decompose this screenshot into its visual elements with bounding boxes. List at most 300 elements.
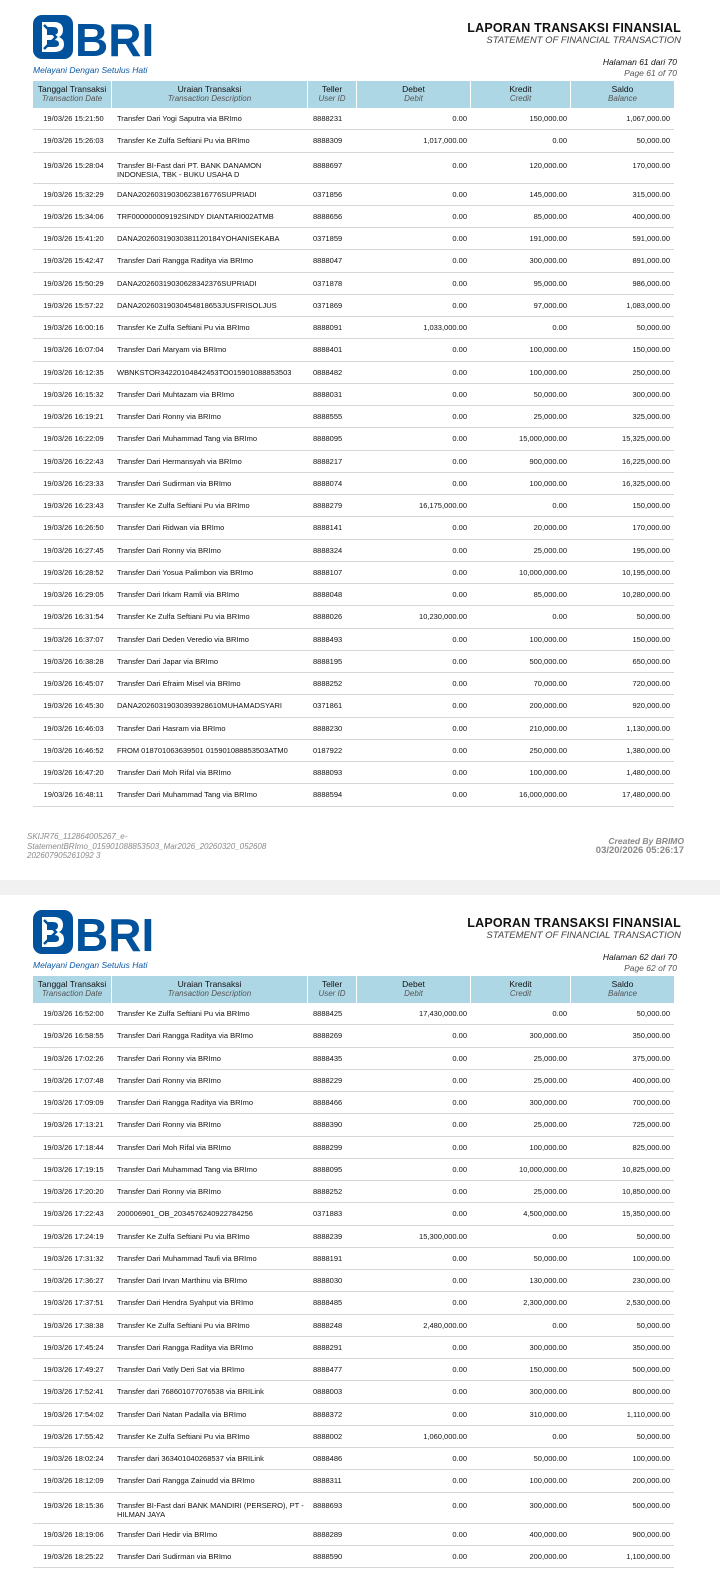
cell-balance: 650,000.00 bbox=[632, 656, 670, 666]
cell-debit: 0.00 bbox=[452, 1365, 467, 1375]
cell-description: DANA20260319030623816776SUPRIADI bbox=[117, 189, 257, 199]
cell-date: 19/03/26 17:22:43 bbox=[43, 1209, 104, 1219]
cell-date: 19/03/26 15:28:04 bbox=[43, 160, 104, 170]
cell-teller: 8888229 bbox=[313, 1075, 343, 1085]
transaction-table bbox=[33, 976, 674, 1568]
cell-credit: 20,000.00 bbox=[533, 523, 567, 533]
cell-credit: 310,000.00 bbox=[529, 1409, 567, 1419]
cell-teller: 8888466 bbox=[313, 1098, 343, 1108]
cell-description: Transfer Dari Rangga Zainudd via BRImo bbox=[117, 1476, 255, 1486]
table-row bbox=[33, 339, 674, 361]
cell-balance: 375,000.00 bbox=[632, 1053, 670, 1063]
table-row bbox=[33, 1337, 674, 1359]
cell-description: TRF000000009192SINDY DIANTARI002ATMB bbox=[117, 211, 274, 221]
table-row bbox=[33, 1404, 674, 1426]
cell-date: 19/03/26 18:25:22 bbox=[43, 1551, 104, 1561]
cell-date: 19/03/26 17:19:15 bbox=[43, 1164, 104, 1174]
col-debit: Debet Debit bbox=[357, 976, 471, 1003]
cell-debit: 0.00 bbox=[452, 478, 467, 488]
table-header bbox=[33, 81, 674, 108]
cell-balance: 150,000.00 bbox=[632, 501, 670, 511]
cell-description: Transfer Dari Hendra Syahput via BRImo bbox=[117, 1298, 254, 1308]
table-row bbox=[33, 1426, 674, 1448]
cell-balance: 10,825,000.00 bbox=[622, 1164, 670, 1174]
cell-teller: 8888477 bbox=[313, 1365, 343, 1375]
cell-teller: 8888697 bbox=[313, 160, 343, 170]
table-row bbox=[33, 184, 674, 206]
cell-date: 19/03/26 16:45:30 bbox=[43, 701, 104, 711]
cell-description: FROM 018701063639501 015901088853503ATM0 bbox=[117, 745, 288, 755]
table-row bbox=[33, 1524, 674, 1546]
cell-teller: 8888425 bbox=[313, 1009, 343, 1019]
cell-balance: 1,083,000.00 bbox=[626, 300, 670, 310]
cell-description: Transfer Dari Deden Veredio via BRImo bbox=[117, 634, 249, 644]
cell-date: 19/03/26 15:34:06 bbox=[43, 211, 104, 221]
cell-credit: 97,000.00 bbox=[533, 300, 567, 310]
document-title: LAPORAN TRANSAKSI FINANSIAL bbox=[467, 916, 681, 930]
table-row bbox=[33, 153, 674, 184]
cell-date: 19/03/26 16:19:21 bbox=[43, 412, 104, 422]
table-row bbox=[33, 1092, 674, 1114]
cell-credit: 50,000.00 bbox=[533, 1454, 567, 1464]
cell-debit: 0.00 bbox=[452, 1409, 467, 1419]
cell-description: Transfer Dari Muhammad Taufi via BRImo bbox=[117, 1253, 257, 1263]
cell-description: WBNKSTOR34220104842453TO015901088853503 bbox=[117, 367, 292, 377]
table-row bbox=[33, 295, 674, 317]
table-row bbox=[33, 606, 674, 628]
table-row bbox=[33, 473, 674, 495]
cell-date: 19/03/26 15:50:29 bbox=[43, 278, 104, 288]
created-at: 03/20/2026 05:26:17 bbox=[595, 845, 684, 856]
cell-credit: 10,000,000.00 bbox=[519, 567, 567, 577]
cell-balance: 15,325,000.00 bbox=[622, 434, 670, 444]
cell-description: DANA20260319030393928610MUHAMADSYARI bbox=[117, 701, 282, 711]
table-row bbox=[33, 562, 674, 584]
cell-debit: 0.00 bbox=[452, 1075, 467, 1085]
cell-balance: 15,350,000.00 bbox=[622, 1209, 670, 1219]
cell-description: Transfer Dari Ronny via BRImo bbox=[117, 1075, 221, 1085]
cell-credit: 25,000.00 bbox=[533, 1053, 567, 1063]
cell-description: Transfer Dari Ridwan via BRImo bbox=[117, 523, 225, 533]
cell-date: 19/03/26 17:18:44 bbox=[43, 1142, 104, 1152]
cell-date: 19/03/26 16:46:03 bbox=[43, 723, 104, 733]
cell-credit: 85,000.00 bbox=[533, 590, 567, 600]
cell-debit: 0.00 bbox=[452, 256, 467, 266]
cell-description: Transfer Dari Irkam Ramli via BRImo bbox=[117, 590, 240, 600]
cell-teller: 8888107 bbox=[313, 567, 343, 577]
cell-balance: 50,000.00 bbox=[636, 1231, 670, 1241]
cell-teller: 8888279 bbox=[313, 501, 343, 511]
cell-teller: 8888095 bbox=[313, 434, 343, 444]
cell-debit: 0.00 bbox=[452, 1387, 467, 1397]
cell-debit: 0.00 bbox=[452, 523, 467, 533]
cell-debit: 0.00 bbox=[452, 656, 467, 666]
table-row bbox=[33, 250, 674, 272]
cell-credit: 25,000.00 bbox=[533, 1075, 567, 1085]
cell-credit: 0.00 bbox=[552, 501, 567, 511]
cell-teller: 0187922 bbox=[313, 745, 343, 755]
table-body bbox=[33, 1003, 674, 1568]
cell-teller: 8888095 bbox=[313, 1164, 343, 1174]
cell-teller: 0371869 bbox=[313, 300, 343, 310]
cell-debit: 10,230,000.00 bbox=[419, 612, 467, 622]
cell-credit: 10,000,000.00 bbox=[519, 1164, 567, 1174]
cell-balance: 300,000.00 bbox=[632, 389, 670, 399]
cell-debit: 0.00 bbox=[452, 1053, 467, 1063]
cell-credit: 16,000,000.00 bbox=[519, 790, 567, 800]
cell-description: Transfer BI-Fast dari BANK MANDIRI (PERSERO), PT - HILMAN JAYA bbox=[117, 1500, 304, 1519]
cell-teller: 8888656 bbox=[313, 211, 343, 221]
cell-description: Transfer Dari Hedir via BRImo bbox=[117, 1529, 218, 1539]
cell-credit: 25,000.00 bbox=[533, 412, 567, 422]
cell-credit: 145,000.00 bbox=[529, 189, 567, 199]
cell-credit: 900,000.00 bbox=[529, 456, 567, 466]
cell-teller: 8888026 bbox=[313, 612, 343, 622]
cell-teller: 8888191 bbox=[313, 1253, 343, 1263]
cell-credit: 0.00 bbox=[552, 1431, 567, 1441]
col-debit: Debet Debit bbox=[357, 81, 471, 108]
cell-date: 19/03/26 17:54:02 bbox=[43, 1409, 104, 1419]
page-number bbox=[603, 57, 677, 79]
cell-teller: 8888291 bbox=[313, 1342, 343, 1352]
cell-date: 19/03/26 15:57:22 bbox=[43, 300, 104, 310]
table-row bbox=[33, 651, 674, 673]
cell-date: 19/03/26 15:32:29 bbox=[43, 189, 104, 199]
cell-description: Transfer Dari Rangga Raditya via BRImo bbox=[117, 1342, 254, 1352]
cell-teller: 8888093 bbox=[313, 768, 343, 778]
cell-credit: 100,000.00 bbox=[529, 634, 567, 644]
cell-date: 19/03/26 16:22:09 bbox=[43, 434, 104, 444]
cell-balance: 150,000.00 bbox=[632, 634, 670, 644]
table-row bbox=[33, 1181, 674, 1203]
table-row bbox=[33, 1003, 674, 1025]
table-row bbox=[33, 540, 674, 562]
cell-balance: 700,000.00 bbox=[632, 1098, 670, 1108]
cell-date: 19/03/26 16:28:52 bbox=[43, 567, 104, 577]
cell-balance: 900,000.00 bbox=[632, 1529, 670, 1539]
cell-date: 19/03/26 18:15:36 bbox=[43, 1500, 104, 1510]
table-row bbox=[33, 428, 674, 450]
cell-balance: 10,195,000.00 bbox=[622, 567, 670, 577]
cell-teller: 8888590 bbox=[313, 1551, 343, 1561]
cell-credit: 4,500,000.00 bbox=[523, 1209, 567, 1219]
cell-date: 19/03/26 17:38:38 bbox=[43, 1320, 104, 1330]
cell-credit: 200,000.00 bbox=[529, 701, 567, 711]
cell-teller: 8888401 bbox=[313, 345, 343, 355]
cell-date: 19/03/26 18:19:06 bbox=[43, 1529, 104, 1539]
cell-debit: 1,033,000.00 bbox=[423, 323, 467, 333]
cell-debit: 17,430,000.00 bbox=[419, 1009, 467, 1019]
cell-credit: 25,000.00 bbox=[533, 1120, 567, 1130]
col-description: Uraian Transaksi Transaction Description bbox=[112, 81, 308, 108]
cell-balance: 891,000.00 bbox=[632, 256, 670, 266]
cell-balance: 1,380,000.00 bbox=[626, 745, 670, 755]
cell-date: 19/03/26 16:46:52 bbox=[43, 745, 104, 755]
table-row bbox=[33, 495, 674, 517]
cell-debit: 0.00 bbox=[452, 389, 467, 399]
cell-debit: 0.00 bbox=[452, 1142, 467, 1152]
col-balance: Saldo Balance bbox=[608, 979, 637, 998]
cell-balance: 825,000.00 bbox=[632, 1142, 670, 1152]
cell-description: Transfer Dari Muhammad Tang via BRImo bbox=[117, 1164, 258, 1174]
cell-teller: 0371878 bbox=[313, 278, 343, 288]
cell-credit: 300,000.00 bbox=[529, 1342, 567, 1352]
table-row bbox=[33, 1381, 674, 1403]
table-body bbox=[33, 108, 674, 807]
table-row bbox=[33, 1359, 674, 1381]
cell-balance: 50,000.00 bbox=[636, 1320, 670, 1330]
cell-teller: 8888141 bbox=[313, 523, 343, 533]
cell-credit: 0.00 bbox=[552, 1009, 567, 1019]
cell-balance: 350,000.00 bbox=[632, 1342, 670, 1352]
footer-created bbox=[596, 836, 684, 856]
cell-description: Transfer Ke Zulfa Seftiani Pu via BRImo bbox=[117, 1320, 250, 1330]
cell-teller: 8888239 bbox=[313, 1231, 343, 1241]
cell-balance: 100,000.00 bbox=[632, 1253, 670, 1263]
cell-description: Transfer Dari Rangga Raditya via BRImo bbox=[117, 256, 254, 266]
cell-debit: 0.00 bbox=[452, 723, 467, 733]
cell-description: Transfer Dari Maryam via BRImo bbox=[117, 345, 227, 355]
cell-balance: 1,100,000.00 bbox=[626, 1551, 670, 1561]
table-row bbox=[33, 451, 674, 473]
brand-wordmark: BRI bbox=[75, 15, 155, 63]
cell-credit: 400,000.00 bbox=[529, 1529, 567, 1539]
cell-teller: 8888555 bbox=[313, 412, 343, 422]
cell-credit: 85,000.00 bbox=[533, 211, 567, 221]
table-row bbox=[33, 695, 674, 717]
cell-balance: 16,325,000.00 bbox=[622, 478, 670, 488]
cell-balance: 500,000.00 bbox=[632, 1500, 670, 1510]
cell-credit: 0.00 bbox=[552, 323, 567, 333]
cell-credit: 0.00 bbox=[552, 136, 567, 146]
document-title: LAPORAN TRANSAKSI FINANSIAL bbox=[467, 21, 681, 35]
cell-date: 19/03/26 16:00:16 bbox=[43, 323, 104, 333]
cell-debit: 0.00 bbox=[452, 1120, 467, 1130]
cell-debit: 0.00 bbox=[452, 434, 467, 444]
footer-file-info: SKIJR76_112864005267_e- StatementBRImo_015901088853503_Mar2026_20260320_052608 202607905261092 3 bbox=[27, 832, 267, 860]
cell-credit: 15,000,000.00 bbox=[519, 434, 567, 444]
cell-balance: 800,000.00 bbox=[632, 1387, 670, 1397]
cell-debit: 0.00 bbox=[452, 1098, 467, 1108]
cell-date: 19/03/26 17:49:27 bbox=[43, 1365, 104, 1375]
cell-balance: 400,000.00 bbox=[632, 1075, 670, 1085]
cell-teller: 8888030 bbox=[313, 1276, 343, 1286]
table-row bbox=[33, 1493, 674, 1524]
col-description: Uraian Transaksi Transaction Description bbox=[112, 976, 308, 1003]
cell-date: 19/03/26 16:29:05 bbox=[43, 590, 104, 600]
cell-date: 19/03/26 16:26:50 bbox=[43, 523, 104, 533]
cell-teller: 0888486 bbox=[313, 1454, 343, 1464]
brand-tagline: Melayani Dengan Setulus Hati bbox=[33, 65, 148, 75]
cell-description: Transfer dari 768601077076538 via BRILink bbox=[117, 1387, 264, 1397]
cell-balance: 1,067,000.00 bbox=[626, 114, 670, 124]
cell-debit: 0.00 bbox=[452, 114, 467, 124]
cell-date: 19/03/26 17:13:21 bbox=[43, 1120, 104, 1130]
cell-credit: 100,000.00 bbox=[529, 1476, 567, 1486]
cell-balance: 170,000.00 bbox=[632, 160, 670, 170]
cell-debit: 0.00 bbox=[452, 1164, 467, 1174]
cell-debit: 0.00 bbox=[452, 634, 467, 644]
col-credit: Kredit Credit bbox=[471, 81, 571, 108]
cell-date: 19/03/26 17:24:19 bbox=[43, 1231, 104, 1241]
cell-debit: 0.00 bbox=[452, 1253, 467, 1263]
cell-teller: 0371883 bbox=[313, 1209, 343, 1219]
cell-description: Transfer Ke Zulfa Seftiani Pu via BRImo bbox=[117, 1009, 250, 1019]
cell-description: Transfer Ke Zulfa Seftiani Pu via BRImo bbox=[117, 1231, 250, 1241]
cell-teller: 8888047 bbox=[313, 256, 343, 266]
cell-date: 19/03/26 17:36:27 bbox=[43, 1276, 104, 1286]
table-row bbox=[33, 1070, 674, 1092]
cell-debit: 0.00 bbox=[452, 300, 467, 310]
cell-date: 19/03/26 15:21:50 bbox=[43, 114, 104, 124]
cell-credit: 150,000.00 bbox=[529, 1365, 567, 1375]
cell-description: Transfer Dari Ronny via BRImo bbox=[117, 1053, 221, 1063]
cell-credit: 250,000.00 bbox=[529, 745, 567, 755]
cell-credit: 130,000.00 bbox=[529, 1276, 567, 1286]
col-teller: Teller User ID bbox=[308, 81, 357, 108]
cell-teller: 8888048 bbox=[313, 590, 343, 600]
cell-date: 19/03/26 16:27:45 bbox=[43, 545, 104, 555]
cell-balance: 500,000.00 bbox=[632, 1365, 670, 1375]
table-row bbox=[33, 384, 674, 406]
cell-teller: 8888693 bbox=[313, 1500, 343, 1510]
col-date: Tanggal Transaksi Transaction Date bbox=[33, 81, 112, 108]
cell-balance: 50,000.00 bbox=[636, 136, 670, 146]
cell-teller: 8888248 bbox=[313, 1320, 343, 1330]
cell-credit: 25,000.00 bbox=[533, 545, 567, 555]
cell-debit: 0.00 bbox=[452, 367, 467, 377]
cell-teller: 8888289 bbox=[313, 1529, 343, 1539]
cell-teller: 0888003 bbox=[313, 1387, 343, 1397]
cell-description: Transfer Dari Sudirman via BRImo bbox=[117, 478, 232, 488]
cell-debit: 0.00 bbox=[452, 1031, 467, 1041]
cell-balance: 400,000.00 bbox=[632, 211, 670, 221]
cell-date: 19/03/26 17:55:42 bbox=[43, 1431, 104, 1441]
table-row bbox=[33, 1315, 674, 1337]
cell-debit: 0.00 bbox=[452, 234, 467, 244]
page-number-en: Page 61 of 70 bbox=[624, 68, 677, 78]
cell-date: 19/03/26 17:07:48 bbox=[43, 1075, 104, 1085]
cell-teller: 8888324 bbox=[313, 545, 343, 555]
cell-description: Transfer Dari Natan Padalla via BRImo bbox=[117, 1409, 247, 1419]
cell-description: Transfer Dari Yogi Saputra via BRImo bbox=[117, 114, 242, 124]
table-row bbox=[33, 1025, 674, 1047]
cell-description: Transfer Dari Moh Rifal via BRImo bbox=[117, 1142, 231, 1152]
cell-credit: 300,000.00 bbox=[529, 1500, 567, 1510]
table-row bbox=[33, 317, 674, 339]
col-credit: Kredit Credit bbox=[471, 976, 571, 1003]
cell-debit: 0.00 bbox=[452, 1551, 467, 1561]
table-row bbox=[33, 784, 674, 806]
cell-date: 19/03/26 17:52:41 bbox=[43, 1387, 104, 1397]
cell-debit: 0.00 bbox=[452, 1454, 467, 1464]
page-number-id: Halaman 62 dari 70 bbox=[602, 952, 677, 962]
cell-teller: 8888309 bbox=[313, 136, 343, 146]
cell-credit: 300,000.00 bbox=[529, 1098, 567, 1108]
cell-date: 19/03/26 15:26:03 bbox=[43, 136, 104, 146]
cell-debit: 0.00 bbox=[452, 211, 467, 221]
cell-date: 19/03/26 16:23:33 bbox=[43, 478, 104, 488]
table-row bbox=[33, 762, 674, 784]
cell-description: Transfer BI-Fast dari PT. BANK DANAMON INDONESIA, TBK - BUKU USAHA D bbox=[117, 160, 262, 179]
cell-date: 19/03/26 17:45:24 bbox=[43, 1342, 104, 1352]
col-date: Tanggal Transaksi Transaction Date bbox=[33, 976, 112, 1003]
cell-teller: 0371861 bbox=[313, 701, 343, 711]
cell-teller: 8888390 bbox=[313, 1120, 343, 1130]
cell-date: 19/03/26 16:37:07 bbox=[43, 634, 104, 644]
cell-description: Transfer Dari Ronny via BRImo bbox=[117, 545, 221, 555]
cell-date: 19/03/26 16:48:11 bbox=[43, 790, 104, 800]
cell-debit: 0.00 bbox=[452, 1276, 467, 1286]
cell-balance: 350,000.00 bbox=[632, 1031, 670, 1041]
table-row bbox=[33, 584, 674, 606]
cell-debit: 0.00 bbox=[452, 189, 467, 199]
brand-tagline: Melayani Dengan Setulus Hati bbox=[33, 960, 148, 970]
cell-teller: 0371859 bbox=[313, 234, 343, 244]
cell-debit: 0.00 bbox=[452, 701, 467, 711]
cell-debit: 0.00 bbox=[452, 1500, 467, 1510]
cell-credit: 2,300,000.00 bbox=[523, 1298, 567, 1308]
table-row bbox=[33, 740, 674, 762]
cell-date: 19/03/26 17:09:09 bbox=[43, 1098, 104, 1108]
col-balance: Saldo Balance bbox=[608, 84, 637, 103]
document-subtitle: STATEMENT OF FINANCIAL TRANSACTION bbox=[486, 35, 681, 46]
cell-teller: 8888002 bbox=[313, 1431, 343, 1441]
cell-balance: 17,480,000.00 bbox=[622, 790, 670, 800]
cell-balance: 720,000.00 bbox=[632, 679, 670, 689]
cell-balance: 170,000.00 bbox=[632, 523, 670, 533]
cell-debit: 0.00 bbox=[452, 679, 467, 689]
cell-description: Transfer Dari Irvan Marthinu via BRImo bbox=[117, 1276, 248, 1286]
created-by: Created By BRIMO bbox=[608, 836, 684, 846]
table-row bbox=[33, 273, 674, 295]
cell-description: Transfer Ke Zulfa Seftiani Pu via BRImo bbox=[117, 136, 250, 146]
cell-description: Transfer Dari Moh Rifal via BRImo bbox=[117, 768, 231, 778]
cell-date: 19/03/26 16:22:43 bbox=[43, 456, 104, 466]
table-row bbox=[33, 1248, 674, 1270]
cell-description: 200006901_OB_2034576240922784256 bbox=[117, 1209, 253, 1219]
cell-debit: 16,175,000.00 bbox=[419, 501, 467, 511]
cell-credit: 210,000.00 bbox=[529, 723, 567, 733]
page-number-id: Halaman 61 dari 70 bbox=[602, 57, 677, 67]
cell-teller: 8888485 bbox=[313, 1298, 343, 1308]
cell-description: Transfer Dari Yosua Palimbon via BRImo bbox=[117, 567, 254, 577]
cell-date: 19/03/26 15:42:47 bbox=[43, 256, 104, 266]
cell-debit: 0.00 bbox=[452, 1476, 467, 1486]
cell-description: Transfer Dari Rangga Raditya via BRImo bbox=[117, 1031, 254, 1041]
cell-date: 19/03/26 15:41:20 bbox=[43, 234, 104, 244]
cell-teller: 8888031 bbox=[313, 389, 343, 399]
cell-debit: 0.00 bbox=[452, 1209, 467, 1219]
cell-credit: 0.00 bbox=[552, 1320, 567, 1330]
cell-balance: 986,000.00 bbox=[632, 278, 670, 288]
cell-balance: 16,225,000.00 bbox=[622, 456, 670, 466]
cell-balance: 10,850,000.00 bbox=[622, 1187, 670, 1197]
cell-credit: 120,000.00 bbox=[529, 160, 567, 170]
cell-debit: 0.00 bbox=[452, 278, 467, 288]
cell-balance: 100,000.00 bbox=[632, 1454, 670, 1464]
table-row bbox=[33, 406, 674, 428]
cell-date: 19/03/26 17:37:51 bbox=[43, 1298, 104, 1308]
cell-description: Transfer Dari Efraim Misel via BRImo bbox=[117, 679, 241, 689]
cell-teller: 8888594 bbox=[313, 790, 343, 800]
table-row bbox=[33, 1292, 674, 1314]
table-header bbox=[33, 976, 674, 1003]
table-row bbox=[33, 1114, 674, 1136]
cell-teller: 8888074 bbox=[313, 478, 343, 488]
table-row bbox=[33, 206, 674, 228]
cell-date: 19/03/26 16:58:55 bbox=[43, 1031, 104, 1041]
